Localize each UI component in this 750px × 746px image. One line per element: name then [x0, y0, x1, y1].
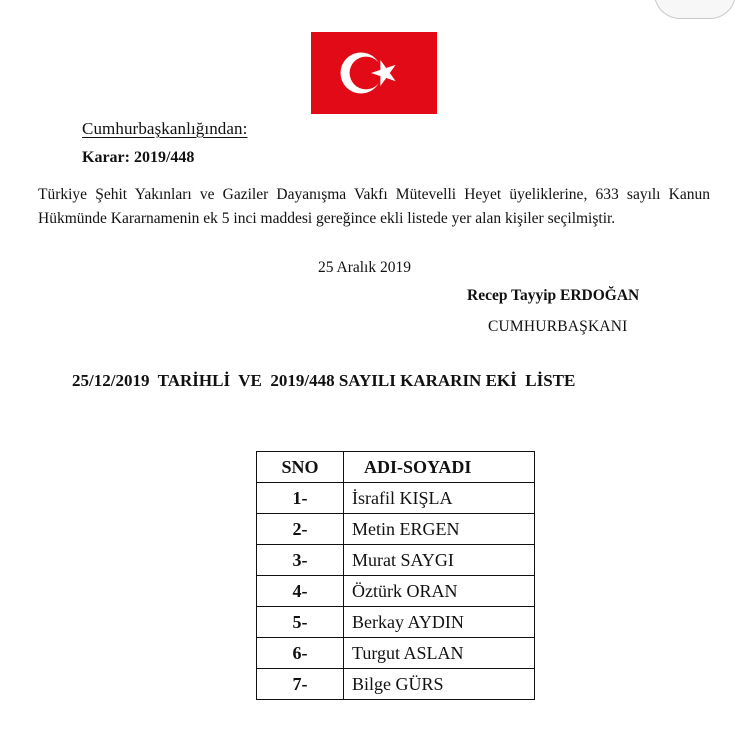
row-name: Murat SAYGI: [344, 545, 535, 576]
table-row: [257, 576, 535, 607]
decision-body-text: Türkiye Şehit Yakınları ve Gaziler Dayanışma Vakfı Mütevelli Heyet üyeliklerine, 633 sayılı Kanun Hükmünde Kararnamenin ek 5 inci maddesi gereğince ekli listede yer alan kişiler seçilmiştir.: [38, 186, 710, 227]
decision-date: 25 Aralık 2019: [318, 259, 411, 276]
row-number: 7-: [257, 669, 344, 700]
issuing-authority: Cumhurbaşkanlığından:: [82, 119, 248, 138]
signer-name: Recep Tayyip ERDOĞAN: [467, 287, 640, 304]
row-name: İsrafil KIŞLA: [344, 483, 535, 514]
table-row: [257, 669, 535, 700]
table-row: [257, 514, 535, 545]
row-name: Berkay AYDIN: [344, 607, 535, 638]
row-name: Bilge GÜRS: [344, 669, 535, 700]
column-header-name: ADI-SOYADI: [344, 452, 535, 483]
table-row: [257, 483, 535, 514]
decision-number: Karar: 2019/448: [82, 149, 195, 166]
row-name: Metin ERGEN: [344, 514, 535, 545]
corner-decoration: [654, 0, 736, 19]
row-name: Öztürk ORAN: [344, 576, 535, 607]
row-number: 1-: [257, 483, 344, 514]
signer-title: CUMHURBAŞKANI: [488, 318, 628, 335]
column-header-sno: SNO: [257, 452, 344, 483]
table-header-row: [257, 452, 535, 483]
turkish-flag-icon: [311, 32, 437, 114]
row-number: 4-: [257, 576, 344, 607]
row-number: 3-: [257, 545, 344, 576]
row-number: 6-: [257, 638, 344, 669]
row-name: Turgut ASLAN: [344, 638, 535, 669]
appointee-table: [256, 451, 535, 700]
table-row: [257, 545, 535, 576]
row-number: 2-: [257, 514, 344, 545]
table-row: [257, 638, 535, 669]
table-row: [257, 607, 535, 638]
flag-graphic: [311, 32, 437, 114]
row-number: 5-: [257, 607, 344, 638]
list-heading: 25/12/2019 TARİHLİ VE 2019/448 SAYILI KARARIN EKİ LİSTE: [72, 371, 576, 390]
